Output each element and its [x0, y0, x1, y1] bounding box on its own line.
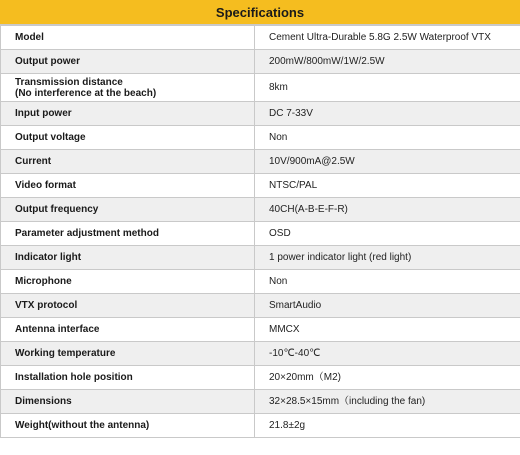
spec-value: 21.8±2g — [255, 414, 520, 438]
spec-value: 8km — [255, 74, 520, 102]
spec-label — [1, 74, 255, 102]
spec-label: Weight(without the antenna) — [1, 414, 255, 438]
spec-value: 10V/900mA@2.5W — [255, 150, 520, 174]
spec-label: Dimensions — [1, 390, 255, 414]
spec-row-model — [1, 26, 520, 50]
spec-label: Parameter adjustment method — [1, 222, 255, 246]
spec-row-weight — [1, 414, 520, 438]
spec-row-working-temperature — [1, 342, 520, 366]
spec-value: 20×20mm（M2) — [255, 366, 520, 390]
spec-row-indicator-light — [1, 246, 520, 270]
spec-row-vtx-protocol — [1, 294, 520, 318]
spec-row-parameter-adjustment — [1, 222, 520, 246]
spec-row-dimensions — [1, 390, 520, 414]
spec-value: SmartAudio — [255, 294, 520, 318]
spec-label: Input power — [1, 102, 255, 126]
spec-value: MMCX — [255, 318, 520, 342]
spec-value: Non — [255, 270, 520, 294]
spec-value: Cement Ultra-Durable 5.8G 2.5W Waterproof VTX — [255, 26, 520, 50]
spec-label: Output frequency — [1, 198, 255, 222]
spec-value: OSD — [255, 222, 520, 246]
spec-value: 32×28.5×15mm（including the fan) — [255, 390, 520, 414]
spec-row-current — [1, 150, 520, 174]
spec-label: Antenna interface — [1, 318, 255, 342]
spec-label: VTX protocol — [1, 294, 255, 318]
spec-value: NTSC/PAL — [255, 174, 520, 198]
spec-label: Model — [1, 26, 255, 50]
spec-label: Indicator light — [1, 246, 255, 270]
specifications-title: Specifications — [215, 4, 305, 20]
spec-label: Output voltage — [1, 126, 255, 150]
spec-value: -10℃-40℃ — [255, 342, 520, 366]
spec-label: Microphone — [1, 270, 255, 294]
spec-label-line: (No interference at the beach) — [15, 87, 157, 99]
spec-row-antenna-interface — [1, 318, 520, 342]
spec-row-video-format — [1, 174, 520, 198]
spec-row-input-power — [1, 102, 520, 126]
spec-label: Output power — [1, 50, 255, 74]
spec-row-transmission-distance — [1, 74, 520, 102]
spec-value: DC 7-33V — [255, 102, 520, 126]
spec-row-output-frequency — [1, 198, 520, 222]
spec-label-line: Transmission distance — [15, 76, 123, 88]
specifications-header — [0, 0, 520, 25]
spec-label: Video format — [1, 174, 255, 198]
spec-row-output-power — [1, 50, 520, 74]
spec-value: Non — [255, 126, 520, 150]
spec-row-microphone — [1, 270, 520, 294]
spec-label: Working temperature — [1, 342, 255, 366]
spec-row-installation-hole — [1, 366, 520, 390]
spec-value: 200mW/800mW/1W/2.5W — [255, 50, 520, 74]
spec-label: Installation hole position — [1, 366, 255, 390]
specifications-table — [0, 25, 520, 438]
spec-row-output-voltage — [1, 126, 520, 150]
spec-value: 40CH(A-B-E-F-R) — [255, 198, 520, 222]
spec-value: 1 power indicator light (red light) — [255, 246, 520, 270]
spec-label: Current — [1, 150, 255, 174]
